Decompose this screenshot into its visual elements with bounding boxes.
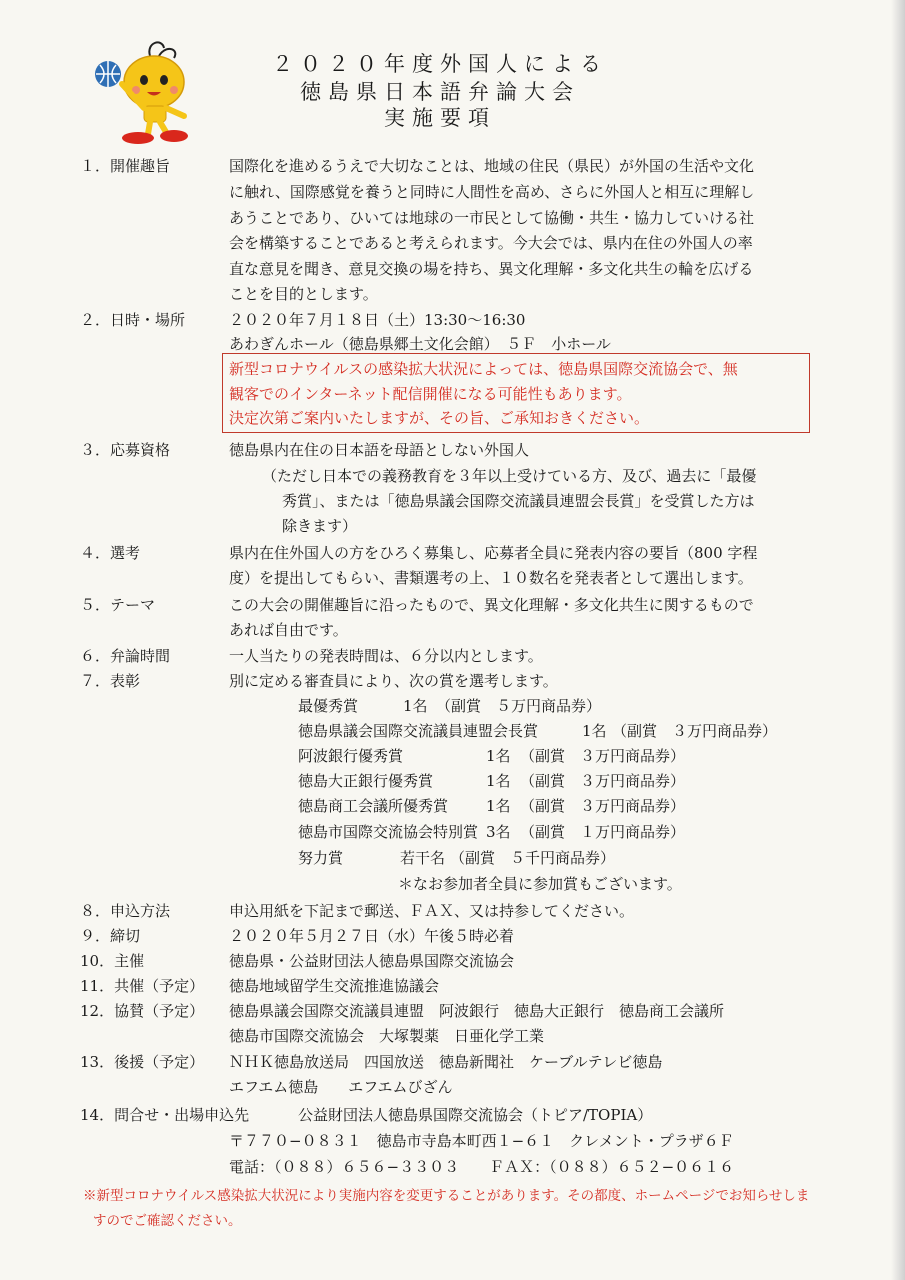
award-name: 徳島大正銀行優秀賞 <box>298 772 434 790</box>
award-count: 3名 <box>486 823 511 841</box>
text-line: 別に定める審査員により、次の賞を選考します。 <box>229 672 558 690</box>
award-name: 阿波銀行優秀賞 <box>298 747 404 765</box>
section-label: ６．弁論時間 <box>80 647 171 665</box>
award-name: 徳島商工会議所優秀賞 <box>298 797 449 815</box>
text-line: 秀賞」、または「徳島県議会国際交流議員連盟会長賞」を受賞した方は <box>282 492 755 510</box>
text-line: 度）を提出してもらい、書類選考の上、１０数名を発表者として選出します。 <box>229 569 753 587</box>
section-label: 12．協賛（予定） <box>80 1002 205 1020</box>
text-line: 直な意見を聞き、意見交換の場を持ち、異文化理解・多文化共生の輪を広げる <box>229 260 754 278</box>
event-venue: あわぎんホール（徳島県郷土文化会館） ５Ｆ 小ホール <box>229 335 611 353</box>
award-count: 1名 <box>486 747 511 765</box>
text-line: に触れ、国際感覚を養うと同時に人間性を高め、さらに外国人と相互に理解し <box>229 183 755 201</box>
section-label: ５．テーマ <box>80 596 156 614</box>
text-line: エフエム徳島 エフエムびざん <box>229 1078 453 1096</box>
text-line: あうことであり、ひいては地球の一市民として協働・共生・協力していける社 <box>229 209 755 227</box>
section-label: ９．締切 <box>80 927 141 945</box>
notice-line: 決定次第ご案内いたしますが、その旨、ご承知おきください。 <box>229 409 650 427</box>
text-line: 県内在住外国人の方をひろく募集し、応募者全員に発表内容の要旨（800 字程 <box>229 544 758 562</box>
footer-notice-line: すのでご確認ください。 <box>93 1213 242 1229</box>
section-label: ８．申込方法 <box>80 902 171 920</box>
section-label: 11．共催（予定） <box>80 977 205 995</box>
text-line: （ただし日本での義務教育を３年以上受けている方、及び、過去に「最優 <box>262 467 757 485</box>
award-prize: （副賞 ３万円商品券） <box>612 722 778 740</box>
award-name: 最優秀賞 <box>298 697 359 715</box>
text-line: 一人当たりの発表時間は、６分以内とします。 <box>229 647 543 665</box>
section-label: ３．応募資格 <box>80 441 171 459</box>
text-line: ２０２０年５月２７日（水）午後５時必着 <box>229 927 515 945</box>
text-line: 申込用紙を下記まで郵送、ＦＡＸ、又は持参してください。 <box>229 902 635 920</box>
award-count: 1名 <box>486 797 511 815</box>
title-line-2: 徳島県日本語弁論大会 <box>300 80 580 104</box>
section-label: ２．日時・場所 <box>80 311 186 329</box>
text-line: 国際化を進めるうえで大切なことは、地域の住民（県民）が外国の生活や文化 <box>229 157 755 175</box>
award-prize: （副賞 ３万円商品券） <box>520 772 686 790</box>
text-line: 除きます） <box>282 517 358 535</box>
mascot-logo-icon <box>92 36 204 148</box>
text-line: 徳島県・公益財団法人徳島県国際交流協会 <box>229 952 515 970</box>
title-line-1: ２０２０年度外国人による <box>272 52 608 76</box>
notice-line: 新型コロナウイルスの感染拡大状況によっては、徳島県国際交流協会で、無 <box>229 360 738 378</box>
award-name: 徳島市国際交流協会特別賞 <box>298 823 479 841</box>
page-edge-shadow <box>891 0 905 1280</box>
section-label: １．開催趣旨 <box>80 157 171 175</box>
award-prize: （副賞 ３万円商品券） <box>520 747 686 765</box>
text-line: ＮＨＫ徳島放送局 四国放送 徳島新聞社 ケーブルテレビ徳島 <box>229 1053 663 1071</box>
contact-address: 〒７７０−０８３１ 徳島市寺島本町西１−６１ クレメント・プラザ６Ｆ <box>229 1132 734 1150</box>
text-line: あれば自由です。 <box>229 621 348 639</box>
award-prize: （副賞 ３万円商品券） <box>520 797 686 815</box>
event-date: ２０２０年７月１８日（土）13:30〜16:30 <box>229 311 526 329</box>
award-count: 若干名 <box>400 849 446 867</box>
section-label: 13．後援（予定） <box>80 1053 205 1071</box>
text-line: 徳島県議会国際交流議員連盟 阿波銀行 徳島大正銀行 徳島商工会議所 <box>229 1002 725 1020</box>
award-prize: （副賞 ５万円商品券） <box>436 697 602 715</box>
text-line: この大会の開催趣旨に沿ったもので、異文化理解・多文化共生に関するもので <box>229 596 754 614</box>
section-label: 10．主催 <box>80 952 145 970</box>
text-line: 会を構築することであると考えられます。今大会では、県内在住の外国人の率 <box>229 234 753 252</box>
award-count: 1名 <box>582 722 607 740</box>
award-note: ＊なお参加者全員に参加賞もございます。 <box>398 875 682 893</box>
contact-phone-fax: 電話：（０８８）６５６−３３０３ ＦＡＸ：（０８８）６５２−０６１６ <box>229 1158 735 1176</box>
section-label: ４．選考 <box>80 544 141 562</box>
section-label: 14．問合せ・出場申込先 <box>80 1106 250 1124</box>
notice-line: 観客でのインターネット配信開催になる可能性もあります。 <box>229 385 632 403</box>
section-label: ７．表彰 <box>80 672 141 690</box>
award-prize: （副賞 １万円商品券） <box>520 823 686 841</box>
footer-notice-line: ※新型コロナウイルス感染拡大状況により実施内容を変更することがあります。その都度、ホームページでお知らせしま <box>83 1188 810 1204</box>
award-count: 1名 <box>403 697 428 715</box>
award-name: 徳島県議会国際交流議員連盟会長賞 <box>298 722 539 740</box>
text-line: 徳島地域留学生交流推進協議会 <box>229 977 440 995</box>
award-prize: （副賞 ５千円商品券） <box>450 849 616 867</box>
text-line: ことを目的とします。 <box>229 285 378 303</box>
award-count: 1名 <box>486 772 511 790</box>
text-line: 徳島市国際交流協会 大塚製薬 日亜化学工業 <box>229 1027 545 1045</box>
title-line-3: 実施要項 <box>384 106 496 130</box>
text-line: 徳島県内在住の日本語を母語としない外国人 <box>229 441 530 459</box>
award-name: 努力賞 <box>298 849 344 867</box>
contact-org: 公益財団法人徳島県国際交流協会（トピア/TOPIA） <box>298 1106 653 1124</box>
